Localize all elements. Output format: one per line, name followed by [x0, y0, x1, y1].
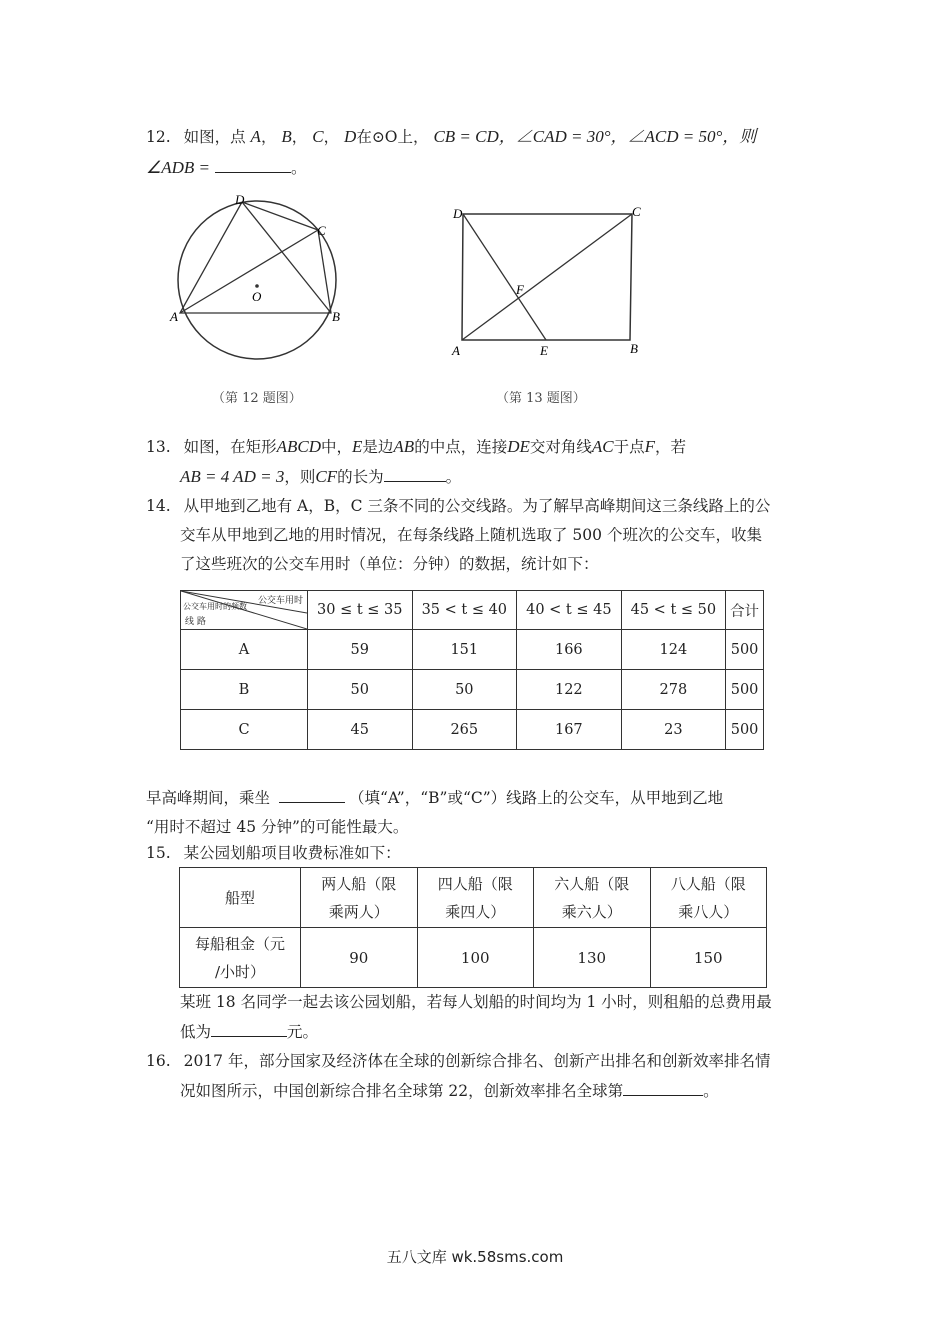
bus-time-table: [180, 590, 764, 750]
corner-top-label: 公交车用时: [257, 596, 303, 606]
total-cell: 500: [726, 710, 764, 750]
fig12-label-o: O: [252, 289, 262, 304]
q13-line1: 13. 如图，在矩形ABCD中，E是边AB的中点，连接DE交对角线AC于点F，若: [146, 437, 687, 456]
header-cell: 40 < t ≤ 45: [517, 591, 622, 630]
table-row: [181, 630, 764, 670]
q13-answer-blank: [384, 467, 446, 482]
q14-answer-blank: [279, 788, 345, 803]
q12-line1: 12. 如图，点 A， B， C， D在⊙O上， CB = CD，∠CAD = 30°，∠ACD = 50°，则: [146, 127, 757, 146]
value-cell: 50: [308, 670, 413, 710]
q15-line1: 15. 某公园划船项目收费标准如下：: [146, 844, 401, 862]
q14-line3: 了这些班次的公交车用时（单位：分钟）的数据，统计如下：: [180, 555, 599, 573]
fig13-label-f: F: [516, 282, 524, 297]
q14-after-line1: 早高峰期间，乘坐 （填“A”，“B”或“C”）线路上的公交车，从甲地到乙地: [146, 789, 724, 807]
corner-mid-label: 公交车用时的频数: [183, 602, 247, 611]
header-cell: 45 < t ≤ 50: [621, 591, 726, 630]
arc-equality: CB = CD: [433, 127, 499, 146]
value-cell: 59: [308, 630, 413, 670]
footer-watermark: 五八文库 wk.58sms.com: [386, 1248, 564, 1266]
q15-answer-blank: [211, 1022, 287, 1037]
q14-line1: 14. 从甲地到乙地有 A，B，C 三条不同的公交线路。为了解早高峰期间这三条线路上的公: [146, 497, 771, 515]
header-cell: 30 ≤ t ≤ 35: [308, 591, 413, 630]
q14-number: 14.: [146, 497, 171, 515]
rent-label-cell: 每船租金（元 /小时）: [180, 928, 301, 988]
corner-bottom-label: 线 路: [185, 617, 206, 627]
value-cell: 166: [517, 630, 622, 670]
route-cell: C: [181, 710, 308, 750]
q13-line2: AB = 4 AD = 3，则CF的长为 。: [180, 467, 462, 486]
fig13-label-a: A: [452, 343, 460, 358]
q16-line2: 况如图所示，中国创新综合排名全球第 22，创新效率排名全球第 。: [180, 1082, 719, 1100]
value-cell: 23: [621, 710, 726, 750]
value-cell: 124: [621, 630, 726, 670]
q15-number: 15.: [146, 844, 171, 862]
value-cell: 167: [517, 710, 622, 750]
figure-12-caption: （第 12 题图）: [212, 391, 302, 406]
q12-answer-blank: [215, 158, 291, 173]
fig12-label-c: C: [317, 223, 326, 238]
price-cell: 90: [301, 928, 418, 988]
total-cell: 500: [726, 630, 764, 670]
header-cell: 合计: [726, 591, 764, 630]
price-cell: 130: [534, 928, 651, 988]
q13-number: 13.: [146, 438, 171, 456]
q12-line2: ∠ADB = 。: [146, 158, 307, 177]
value-cell: 278: [621, 670, 726, 710]
header-cell: 35 < t ≤ 40: [412, 591, 517, 630]
boat-fee-table: [179, 867, 767, 988]
q14-after-line2: “用时不超过 45 分钟”的可能性最大。: [146, 818, 409, 836]
q12-number: 12.: [146, 128, 171, 146]
value-cell: 265: [412, 710, 517, 750]
figure-13-rectangle-diagram: [448, 202, 648, 362]
price-cell: 100: [417, 928, 534, 988]
table-row: [181, 670, 764, 710]
table-row: [180, 928, 767, 988]
total-cell: 500: [726, 670, 764, 710]
boat-cell: 四人船（限 乘四人）: [417, 868, 534, 928]
table-corner-cell: [181, 591, 308, 630]
table-row: [181, 710, 764, 750]
figure-12-circle-diagram: [165, 190, 355, 380]
value-cell: 45: [308, 710, 413, 750]
q15-after-line2: 低为 元。: [180, 1023, 319, 1041]
boat-cell: 两人船（限 乘两人）: [301, 868, 418, 928]
boat-cell: 六人船（限 乘六人）: [534, 868, 651, 928]
value-cell: 151: [412, 630, 517, 670]
q16-answer-blank: [623, 1081, 703, 1096]
q14-line2: 交车从甲地到乙地的用时情况，在每条线路上随机选取了 500 个班次的公交车，收集: [180, 526, 762, 544]
fig13-label-c: C: [632, 204, 641, 219]
q16-line1: 16. 2017 年，部分国家及经济体在全球的创新综合排名、创新产出排名和创新效率排名情: [146, 1052, 771, 1070]
figure-13-caption: （第 13 题图）: [496, 391, 586, 406]
route-cell: A: [181, 630, 308, 670]
q15-after-line1: 某班 18 名同学一起去该公园划船，若每人划船的时间均为 1 小时，则租船的总费用最: [180, 993, 772, 1011]
route-cell: B: [181, 670, 308, 710]
boat-cell: 八人船（限 乘八人）: [650, 868, 767, 928]
fig12-label-b: B: [332, 309, 340, 324]
fig13-label-e: E: [540, 343, 548, 358]
boat-type-header: 船型: [180, 868, 301, 928]
price-cell: 150: [650, 928, 767, 988]
value-cell: 50: [412, 670, 517, 710]
fig12-label-a: A: [170, 309, 178, 324]
value-cell: 122: [517, 670, 622, 710]
fig12-label-d: D: [235, 192, 245, 207]
q16-number: 16.: [146, 1052, 171, 1070]
fig13-label-b: B: [630, 341, 638, 356]
fig13-label-d: D: [453, 206, 463, 221]
angle-conditions: ，∠CAD = 30°，∠ACD = 50°，则: [498, 127, 757, 146]
table-row: [180, 868, 767, 928]
